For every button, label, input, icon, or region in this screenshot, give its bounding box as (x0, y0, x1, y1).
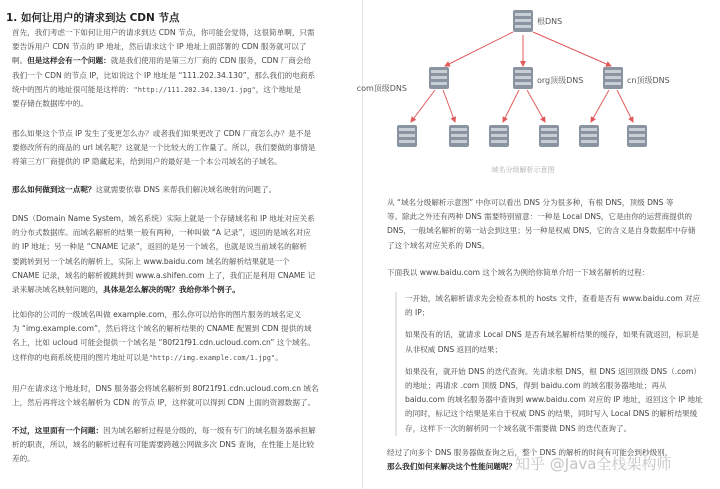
quote-step-2 (405, 328, 715, 356)
text-line: 比如你的公司的一级域名叫做 example.com，那么你可以给你的图片服务的域名定义 (12, 310, 302, 319)
connector-com-1 (411, 90, 435, 122)
connector-root-com (445, 32, 513, 66)
com-server-icon (429, 67, 449, 89)
text-line: 那么如果这个节点 IP 发生了变更怎么办？或者我们如果更改了 CDN 厂商怎么办？是不是 (12, 129, 312, 138)
leaf-server-icon (539, 125, 559, 147)
leaf-server-icon (627, 125, 647, 147)
text-line: 一开始，域名解析请求先会检查本机的 hosts 文件，查看是否有 www.baidu.com 对应 (405, 294, 701, 303)
text-line: 下面我以 www.baidu.com 这个域名为例给你简单介绍一下域名解析的过程： (387, 268, 650, 277)
text-line: DNS（Domain Name System，域名系统）实际上就是一个存储域名和 IP 地址对应关系 (12, 214, 315, 223)
bold-text: 但是这样会有一个问题： (27, 56, 111, 66)
paragraph-problem (12, 127, 352, 170)
paragraph-resolve (12, 382, 352, 410)
quote-step-3 (405, 365, 715, 436)
org-server-icon (513, 67, 533, 89)
paragraph-example (12, 308, 352, 365)
text-line: 啊。 (12, 56, 28, 66)
text-line: 等。除此之外还有两种 DNS 需要特别留意：一种是 Local DNS，它是由你的运营商提供的 (387, 212, 693, 222)
text-line: CNAME 记录，域名的解析被跳转到 www.a.shifen.com 上了，我们正是利用 CNAME 记 (12, 270, 316, 280)
paragraph-issue (12, 424, 352, 467)
text-line: 名上，比如 ucloud 可能会提供一个域名是 “80f21f91.cdn.ucloud.com.cn” 这个域名。 (12, 338, 315, 348)
paragraph-dns (12, 212, 352, 297)
text-line: 首先，我们考虑一下如何让用户的请求到达 CDN 节点，你可能会觉得，这很简单啊，只需 (12, 28, 315, 37)
text-line: 将第三方厂商提供的 IP 隐藏起来，给到用户的最好是一个本公司域名的子域名。 (12, 157, 282, 167)
section-heading: 1. 如何让用户的请求到达 CDN 节点 (6, 12, 180, 24)
text-line: 这样你的电商系统使用的图片地址可以是 (12, 352, 149, 362)
bold-text: 具体是怎么解决的呢？我给你举个例子。 (103, 285, 240, 295)
bold-text: 不过，这里面有一个问题： (12, 426, 104, 435)
text-line: 的 IP 地址；另一种是 “CNAME 记录”，返回的是另一个域名，也就是说当前域名的解析 (12, 242, 307, 252)
text-line: 经过了向多个 DNS 服务器做查询之后，整个 DNS 的解析的时间有可能会到秒级别， (387, 448, 673, 457)
text-line: 的分布式数据库。而域名解析的结果一般有两种，一种叫做 “A 记录”，返回的是域名对应 (12, 228, 311, 238)
text-line: 存，这样下一次的解析同一个域名就不需要做 DNS 的迭代查询了。 (405, 423, 632, 433)
text-line: baidu.com 的域名服务器中查询到 www.baidu.com 对应的 IP 地址，返回这个 IP 地址 (405, 395, 703, 405)
text-line: 为 “img.example.com”，然后将这个域名的解析结果的 CNAME 配置到 CDN 提供的域 (12, 324, 312, 334)
paragraph-intro (12, 26, 352, 111)
process-quote (395, 292, 715, 436)
tld-label-org: org顶级DNS (537, 76, 584, 85)
text-line: 从非权威 DNS 返回的结果； (405, 344, 503, 354)
tld-label-com: com顶级DNS (356, 84, 407, 93)
connector-root-cn (533, 32, 611, 66)
bold-text: 那么如何做到这一点呢？ (12, 185, 96, 194)
text-line: 差的。 (12, 454, 35, 464)
connector-org-2 (527, 90, 545, 122)
root-server-icon (513, 10, 533, 32)
root-dns-label: 根DNS (537, 17, 563, 26)
connector-cn-1 (591, 90, 609, 122)
text-line: 用户在请求这个地址时，DNS 服务器会将域名解析到 80f21f91.cdn.ucloud.com.cn 域名 (12, 384, 319, 393)
cn-server-icon (603, 67, 623, 89)
text-line: 我们一个 CDN 的节点 IP，比如说这个 IP 地址是 “111.202.34.130”，那么我们的电商系 (12, 70, 316, 80)
text-line: 析的职责，所以，域名的解析过程有可能需要跨越公网做多次 DNS 查询，在性能上是比较 (12, 440, 315, 450)
connector-com-2 (443, 90, 455, 122)
paragraph-question (12, 183, 352, 197)
text-line: 上，然后再将这个域名解析为 CDN 的节点 IP，这样就可以得到 CDN 上面的资源数据了。 (12, 398, 316, 408)
text-line: 的同时，标记这个结果是来自于权威 DNS 的结果，同时写入 Local DNS 的解析结果缓 (405, 409, 698, 419)
text-line: 的 IP； (405, 308, 430, 318)
text-line: 要修改所有的商品的 url 域名呢？这就是一个比较大的工作量了。所以，我们要做的事情是 (12, 143, 316, 153)
leaf-server-icon (489, 125, 509, 147)
text-line: 录来解决域名映射问题的， (12, 285, 104, 295)
text-line: 就是我们使用的是第三方厂商的 CDN 服务，CDN 厂商会给 (110, 56, 312, 66)
text-line: 这就需要依靠 DNS 来帮我们解决域名映射的问题了。 (95, 185, 277, 194)
tld-label-cn: cn顶级DNS (627, 76, 670, 85)
text-line: 如果没有，就开始 DNS 的迭代查询。先请求根 DNS，根 DNS 返回顶级 DNS（.com） (405, 366, 701, 376)
quote-step-1 (405, 292, 715, 320)
bold-text: 那么我们如何来解决这个性能问题呢？ (387, 462, 517, 472)
code-url: "http://111.202.34.130/1.jpg" (133, 85, 256, 94)
text-line: 要存储在数据库中的。 (12, 99, 88, 109)
text-line: 要告诉用户 CDN 节点的 IP 地址，然后请求这个 IP 地址上面部署的 CDN 服务就可以了 (12, 42, 307, 52)
diagram-caption: 域名分级解析示意图 (491, 166, 555, 174)
leaf-server-icon (579, 125, 599, 147)
connector-cn-2 (617, 90, 633, 122)
text-line: DNS，一般域名解析的第一站会到这里；另一种是权威 DNS，它的含义是自身数据库中存储 (387, 226, 696, 236)
text-line: 因为域名解析过程是分级的，每一级有专门的域名服务器承担解 (103, 426, 316, 435)
paragraph-dns-types (387, 196, 709, 253)
dns-hierarchy-diagram (356, 0, 720, 180)
text-line: 从 “域名分级解析示意图” 中你可以看出 DNS 分为很多种，有根 DNS，顶级 DNS 等 (387, 198, 674, 207)
text-line: 的地址；再请求 .com 顶级 DNS，得到 baidu.com 的域名服务器地址；再从 (405, 381, 667, 391)
text-line: ，这个地址是 (255, 84, 302, 94)
zhihu-watermark: 知乎 @Java全栈架构师 (515, 455, 672, 473)
paragraph-process-intro (387, 266, 709, 280)
leaf-server-icon (449, 125, 469, 147)
leaf-server-icon (397, 125, 417, 147)
code-url: "http://img.example.com/1.jpg" (148, 353, 276, 362)
text-line: 。 (275, 352, 283, 362)
text-line: 如果没有的话，就请求 Local DNS 是否有域名解析结果的缓存，如果有就返回，标识是 (405, 330, 699, 340)
text-line: 要跳转到另一个域名的解析上，实际上 www.baidu.com 域名的解析结果就是一个 (12, 256, 290, 266)
right-column (356, 0, 720, 489)
text-line: 统中的图片的地址很可能是这样的： (12, 84, 134, 94)
text-line: 了这个域名对应关系的 DNS。 (387, 240, 490, 250)
connector-org-1 (503, 90, 519, 122)
